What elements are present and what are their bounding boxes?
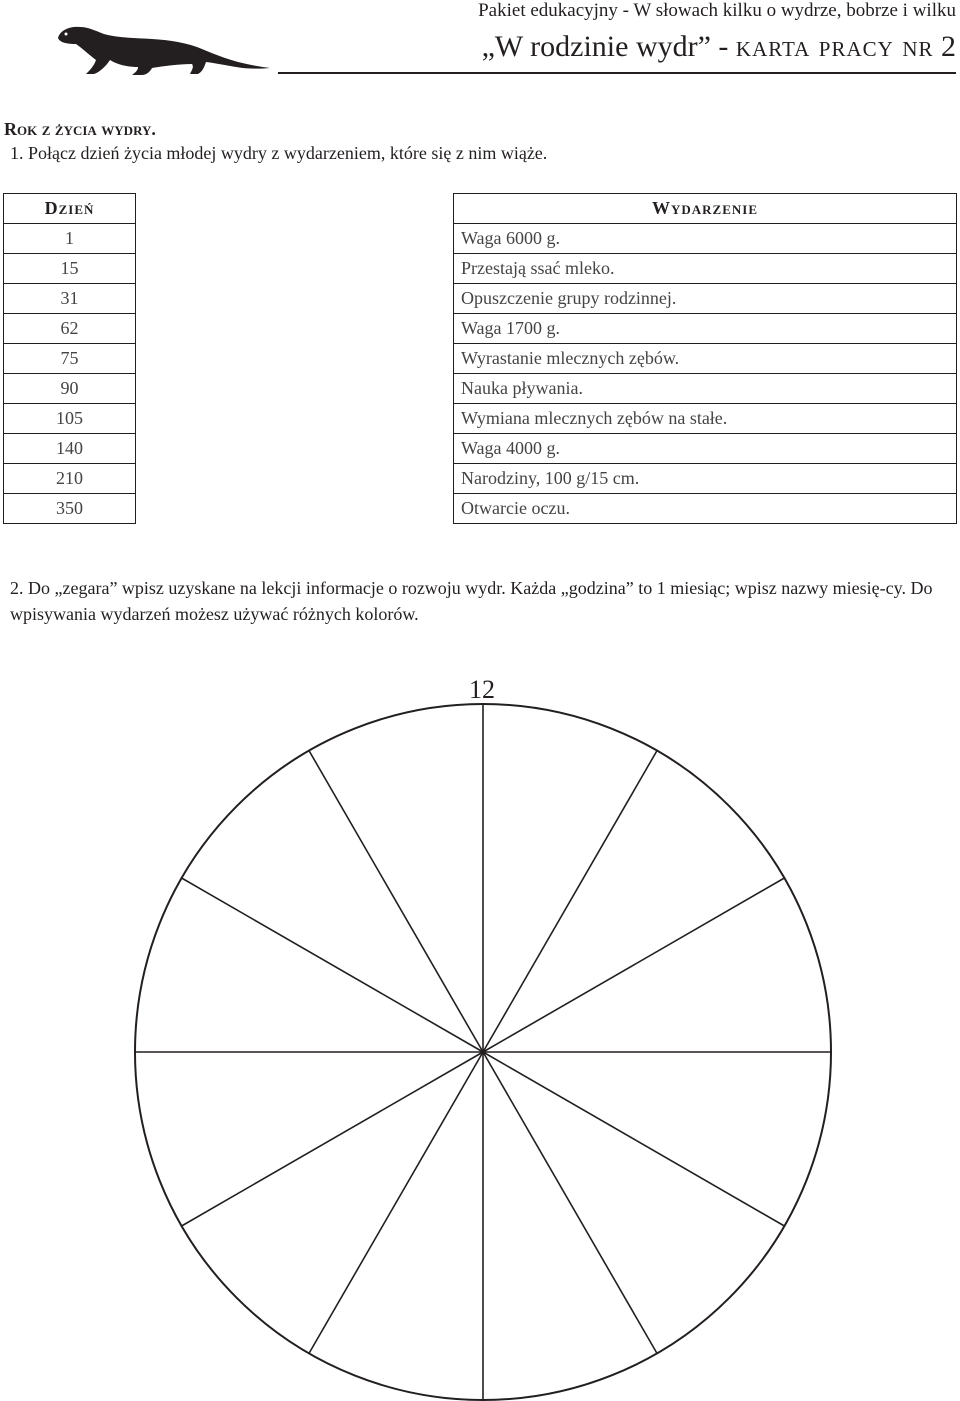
event-row — [454, 494, 957, 524]
day-cell: 140 — [4, 434, 136, 464]
event-cell: Otwarcie oczu. — [454, 494, 957, 524]
clock-spoke — [483, 751, 657, 1052]
clock-spoke — [182, 1052, 483, 1226]
event-cell: Waga 4000 g. — [454, 434, 957, 464]
day-row — [4, 374, 136, 404]
clock-spoke — [309, 751, 483, 1052]
clock-spoke — [483, 1052, 784, 1226]
task-2-instruction: 2. Do „zegara” wpisz uzyskane na lekcji informacje o rozwoju wydr. Każda „godzina” to 1 miesiąc; wpisz nazwy miesię-cy. Do wpisywania wydarzeń możesz używać różnych kolorów. — [10, 578, 933, 624]
clock-spoke — [483, 1052, 657, 1353]
event-column-header — [454, 194, 957, 224]
events-table — [453, 193, 957, 524]
event-cell: Nauka pływania. — [454, 374, 957, 404]
event-row — [454, 254, 957, 284]
header-subtitle: Pakiet edukacyjny - W słowach kilku o wydrze, bobrze i wilku — [478, 0, 956, 21]
event-row — [454, 284, 957, 314]
event-row — [454, 404, 957, 434]
day-cell: 15 — [4, 254, 136, 284]
day-row — [4, 494, 136, 524]
clock-spoke — [483, 878, 784, 1052]
day-cell: 90 — [4, 374, 136, 404]
month-clock-diagram — [0, 660, 960, 1401]
event-cell: Opuszczenie grupy rodzinnej. — [454, 284, 957, 314]
event-cell: Przestają ssać mleko. — [454, 254, 957, 284]
event-cell: Waga 6000 g. — [454, 224, 957, 254]
task-1-instruction: 1. Połącz dzień życia młodej wydry z wydarzeniem, które się z nim wiąże. — [10, 143, 548, 163]
event-row — [454, 314, 957, 344]
day-cell: 31 — [4, 284, 136, 314]
clock-spoke — [309, 1052, 483, 1353]
clock-label-12: 12 — [469, 675, 495, 704]
day-cell: 350 — [4, 494, 136, 524]
day-row — [4, 284, 136, 314]
event-cell: Waga 1700 g. — [454, 314, 957, 344]
event-cell: Wymiana mlecznych zębów na stałe. — [454, 404, 957, 434]
event-row — [454, 224, 957, 254]
day-row — [4, 344, 136, 374]
event-row — [454, 374, 957, 404]
day-row — [4, 314, 136, 344]
days-table — [3, 193, 136, 524]
day-row — [4, 254, 136, 284]
title-number: 2 — [933, 30, 956, 63]
clock-spoke — [182, 878, 483, 1052]
day-cell: 1 — [4, 224, 136, 254]
day-cell: 62 — [4, 314, 136, 344]
day-cell: 105 — [4, 404, 136, 434]
day-row — [4, 404, 136, 434]
otter-silhouette-icon — [52, 12, 272, 78]
event-header-label: Wydarzenie — [651, 198, 758, 218]
day-header-label: Dzień — [44, 198, 95, 218]
section-title: Rok z życia wydry. — [4, 119, 156, 139]
title-main: „W rodzinie wydr” - — [481, 30, 736, 63]
event-row — [454, 344, 957, 374]
day-row — [4, 464, 136, 494]
worksheet-title — [482, 30, 956, 64]
event-cell: Wyrastanie mlecznych zębów. — [454, 344, 957, 374]
day-cell: 210 — [4, 464, 136, 494]
day-row — [4, 434, 136, 464]
day-column-header — [4, 194, 136, 224]
day-cell: 75 — [4, 344, 136, 374]
clock-spokes — [135, 704, 831, 1400]
header-rule — [278, 72, 956, 74]
title-small-caps: karta pracy nr — [735, 30, 934, 63]
event-cell: Narodziny, 100 g/15 cm. — [454, 464, 957, 494]
day-row — [4, 224, 136, 254]
event-row — [454, 464, 957, 494]
event-row — [454, 434, 957, 464]
